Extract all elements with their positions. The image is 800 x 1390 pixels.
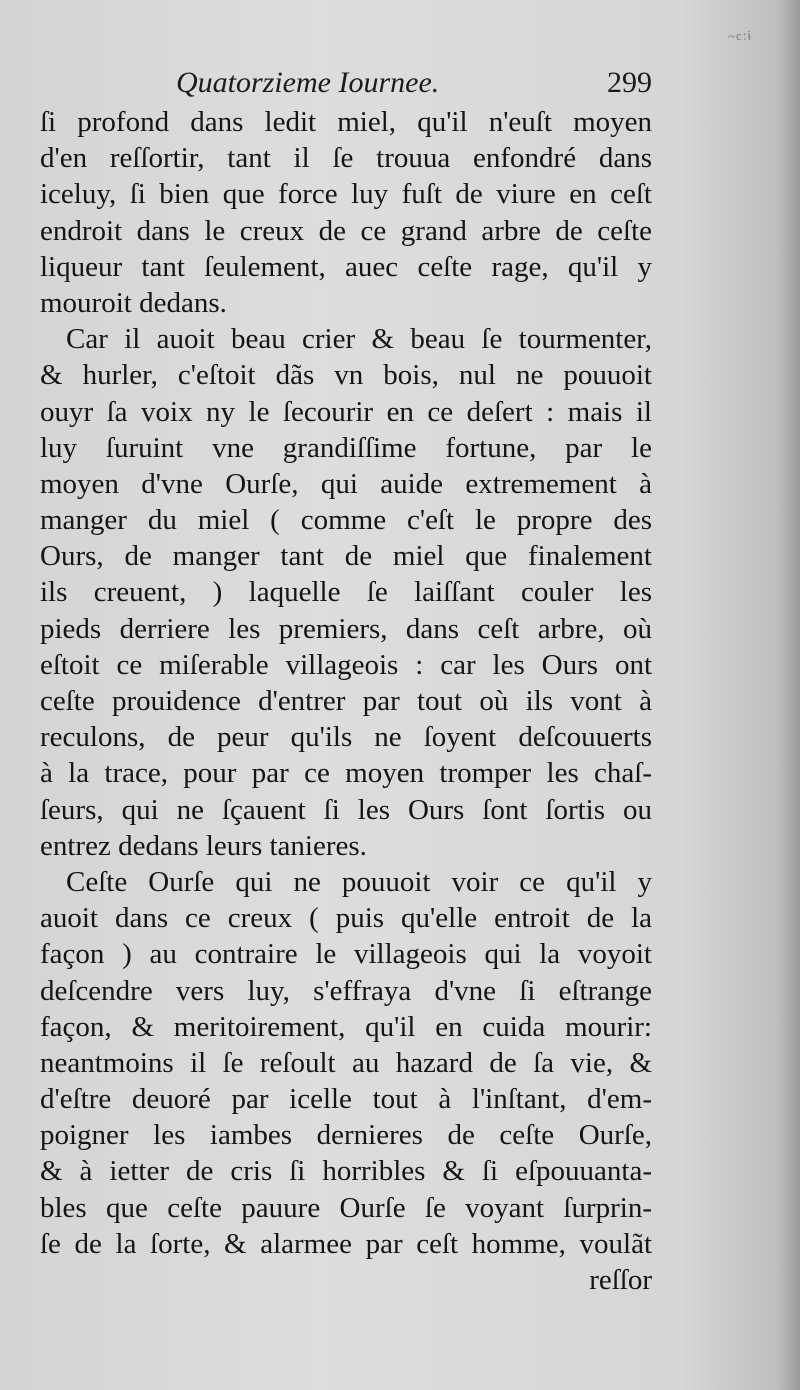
text-line: neantmoins il ſe reſoult au hazard de ſa vie, & [40,1046,652,1079]
text-line: reculons, de peur qu'ils ne ſoyent deſcouuerts [40,721,652,754]
text-line: ils creuent, ) laquelle ſe laiſſant couler les [40,576,652,609]
text-line: pieds derriere les premiers, dans ceſt arbre, où [40,612,652,645]
text-line: auoit dans ce creux ( puis qu'elle entroit de la [40,902,652,935]
text-line: reſſor [589,1264,652,1296]
text-line: liqueur tant ſeulement, auec ceſte rage, qu'il y [40,250,652,283]
text-line: façon ) au contraire le villageois qui la voyoit [40,938,652,971]
text-line: luy ſuruint vne grandiſſime fortune, par le [40,431,652,464]
text-line: entrez dedans leurs tanieres. [40,829,367,862]
text-line: Ours, de manger tant de miel que finalement [40,540,652,573]
text-line: mouroit dedans. [40,286,227,319]
text-line: bles que ceſte pauure Ourſe ſe voyant ſurprin- [40,1191,652,1224]
running-head-title: Quatorzieme Iournee. [176,66,440,99]
page-number: 299 [607,66,652,99]
text-line: iceluy, ſi bien que force luy fuſt de viure en ceſt [40,178,652,211]
body-text [40,104,652,1298]
text-line: deſcendre vers luy, s'effraya d'vne ſi eſtrange [40,974,652,1007]
text-line: ouyr ſa voix ny le ſecourir en ce deſert : mais il [40,395,652,428]
text-line: endroit dans le creux de ce grand arbre de ceſte [40,214,652,247]
text-line: eſtoit ce miſerable villageois : car les Ours ont [40,648,652,681]
text-line: ſeurs, qui ne ſçauent ſi les Ours ſont ſortis ou [40,793,652,826]
text-line: moyen d'vne Ourſe, qui auide extremement à [40,467,652,500]
text-line: façon, & meritoirement, qu'il en cuida mourir: [40,1010,652,1043]
text-line: ceſte prouidence d'entrer par tout où ils vont à [40,685,652,717]
text-line: ſi profond dans ledit miel, qu'il n'euſt moyen [40,106,652,138]
text-line: & hurler, c'eſtoit dãs vn bois, nul ne pouuoit [40,359,652,392]
text-line: d'eſtre deuoré par icelle tout à l'inſtant, d'em- [40,1083,652,1116]
text-line: Car il auoit beau crier & beau ſe tourmenter, [66,323,652,356]
running-head [40,60,652,108]
text-line: poigner les iambes dernieres de ceſte Ourſe, [40,1119,652,1152]
text-line: ſe de la ſorte, & alarmee par ceſt homme, voulãt [40,1227,652,1260]
text-line: à la trace, pour par ce moyen tromper les chaſ- [40,757,652,790]
text-line: Ceſte Ourſe qui ne pouuoit voir ce qu'il y [66,865,652,898]
page-gutter-shadow [778,0,800,1390]
corner-mark: ~c:ɨ [727,27,753,44]
text-line: manger du miel ( comme c'eſt le propre des [40,504,652,537]
text-line: & à ietter de cris ſi horribles & ſi eſpouuanta- [40,1155,652,1188]
text-line: d'en reſſortir, tant il ſe trouua enfondré dans [40,142,652,175]
